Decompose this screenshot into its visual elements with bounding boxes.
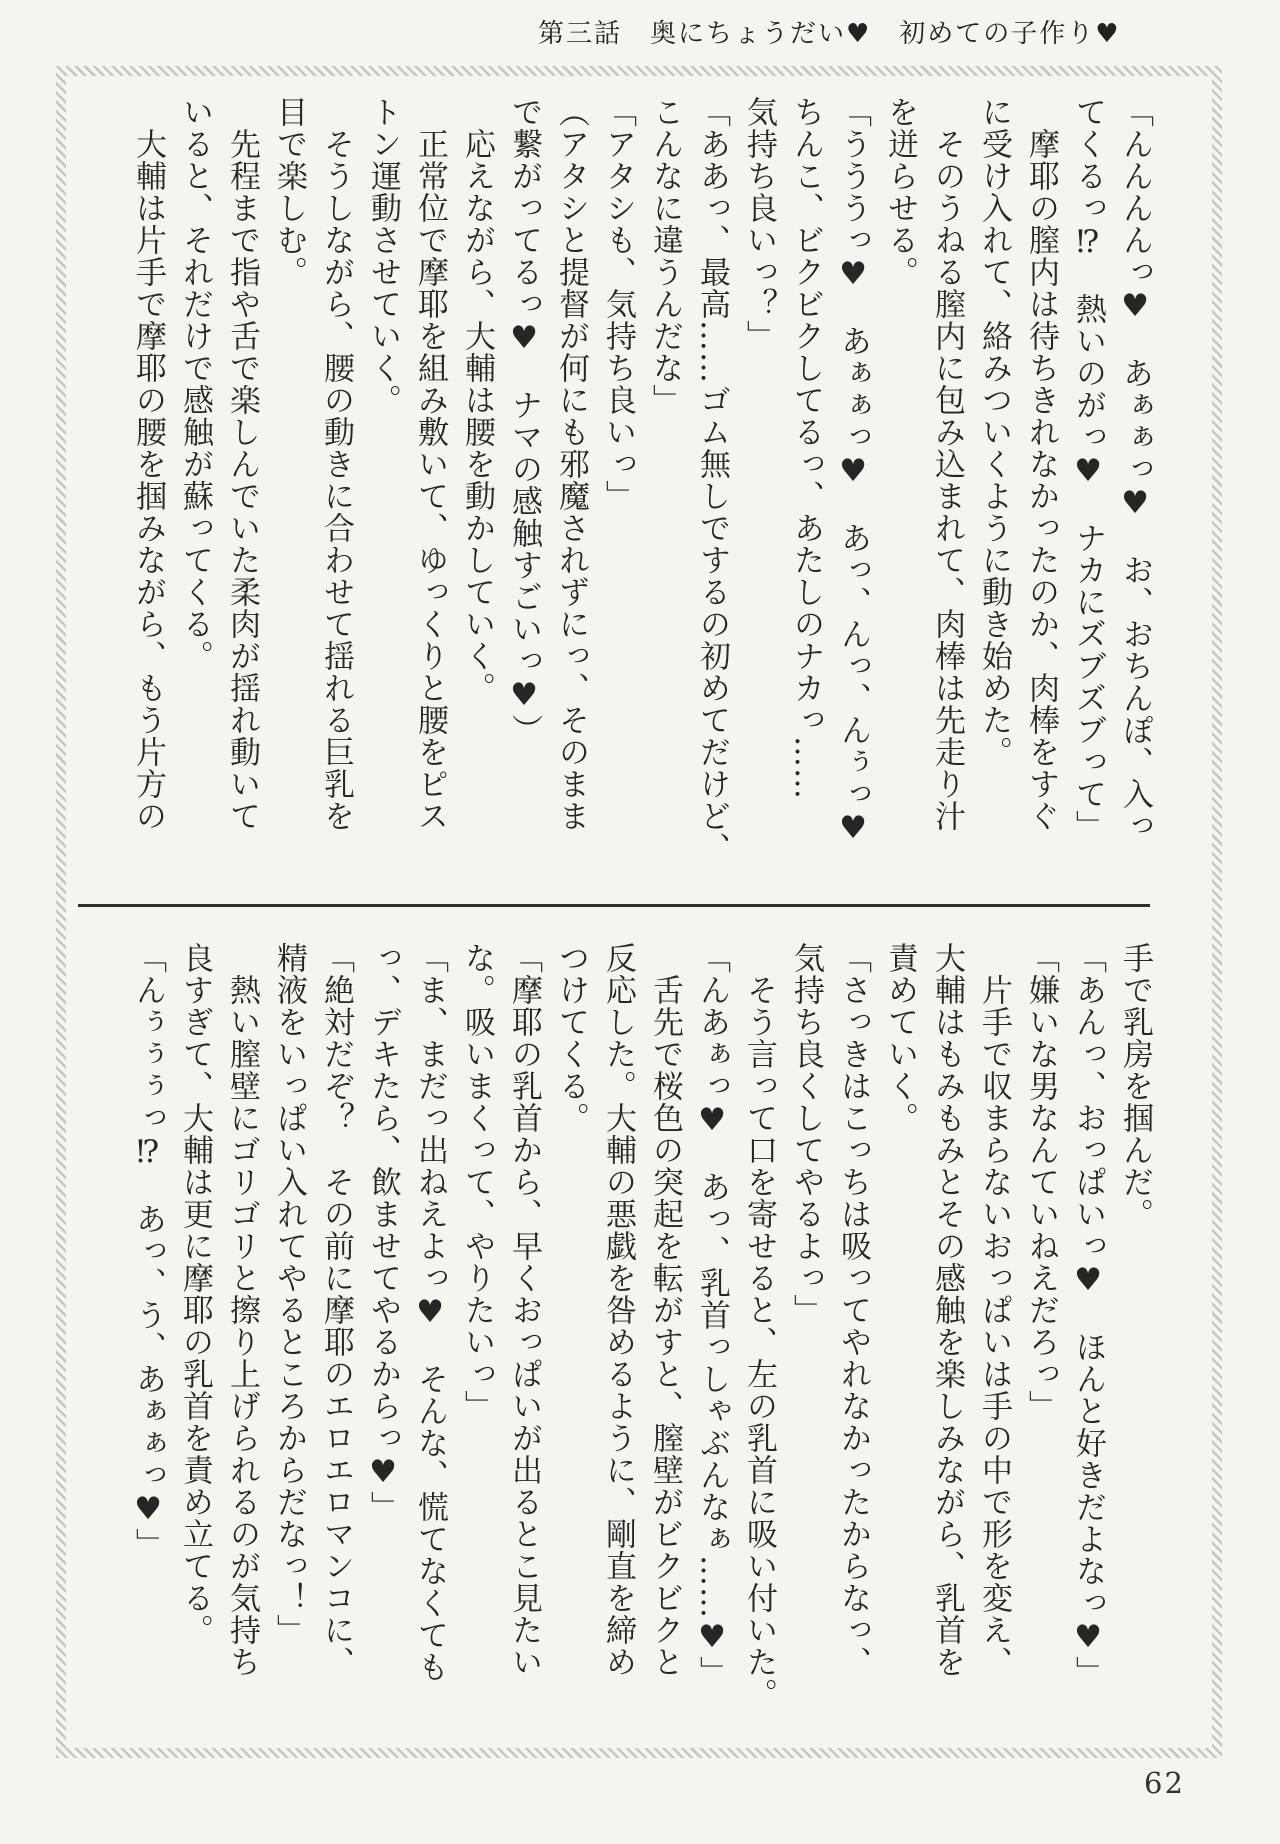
text-line: 「ま、まだっ出ねえよっ♥ そんな、慌てなくても — [412, 942, 448, 1683]
text-line: トン運動させていく。 — [365, 96, 401, 416]
text-line: 「んぅぅぅっ⁉ あっ、う、あぁぁっ♥」 — [130, 942, 166, 1560]
text-line: こんなに違うんだな」 — [647, 96, 683, 416]
text-line: 大輔はもみもみとその感触を楽しみながら、乳首を — [929, 942, 965, 1678]
text-line: 大輔は片手で摩耶の腰を掴みながら、もう片方の — [130, 96, 166, 832]
text-line: 気持ち良いっ？」 — [741, 96, 777, 352]
top-text-block — [96, 96, 1158, 878]
text-line: 精液をいっぱい入れてやるところからだなっ！」 — [271, 942, 307, 1646]
text-line: 摩耶の膣内は待ちきれなかったのか、肉棒をすぐ — [1023, 96, 1059, 832]
text-line: で繋がってるっ♥ ナマの感触すごいっ♥） — [506, 96, 542, 746]
text-line: 「あんっ、おっぱいっ♥ ほんと好きだよなっ♥」 — [1070, 942, 1106, 1688]
text-line: 気持ち良くしてやるよっ」 — [788, 942, 824, 1326]
text-line: いると、それだけで感触が蘇ってくる。 — [177, 96, 213, 672]
text-line: てくるっ⁉ 熱いのがっ♥ ナカにズブズブって」 — [1070, 96, 1106, 842]
text-line: （アタシと提督が何にも邪魔されずにっ、そのまま — [553, 96, 589, 832]
text-line: 「摩耶の乳首から、早くおっぱいが出るとこ見たい — [506, 942, 542, 1678]
text-line: 「ああっ、最高……ゴム無しでするの初めてだけど、 — [694, 96, 730, 864]
text-line: 責めていく。 — [882, 942, 918, 1134]
text-line: 応えながら、大輔は腰を動かしていく。 — [459, 96, 495, 704]
text-line: 「んんんんっ♥ あぁぁっ♥ お、おちんぽ、入っ — [1117, 96, 1153, 842]
text-line: ちんこ、ビクビクしてるっ、あたしのナカっ…… — [788, 96, 824, 800]
text-line: っ、デキたら、飲ませてやるからっ♥」 — [365, 942, 401, 1523]
chapter-header: 第三話 奥にちょうだい♥ 初めての子作り♥ — [538, 19, 1121, 49]
text-line: そうしながら、腰の動きに合わせて揺れる巨乳を — [318, 96, 354, 832]
text-line: を迸らせる。 — [882, 96, 918, 288]
text-line: 「嫌いな男なんていねえだろっ」 — [1023, 942, 1059, 1422]
text-line: そのうねる膣内に包み込まれて、肉棒は先走り汁 — [929, 96, 965, 832]
bottom-text-block — [96, 942, 1158, 1728]
text-line: に受け入れて、絡みついくように動き始めた。 — [976, 96, 1012, 768]
text-line: 「アタシも、気持ち良いっ」 — [600, 96, 636, 512]
text-line: 舌先で桜色の突起を転がすと、膣壁がビクビクと — [647, 942, 683, 1678]
text-line: 目で楽しむ。 — [271, 96, 307, 288]
text-line: 反応した。大輔の悪戯を咎めるように、剛直を締め — [600, 942, 636, 1678]
text-line: 熱い膣壁にゴリゴリと擦り上げられるのが気持ち — [224, 942, 260, 1678]
page-number: 62 — [1144, 1766, 1185, 1800]
text-line: 「んあぁっ♥ あっ、乳首っしゃぶんなぁ……♥」 — [694, 942, 730, 1688]
text-line: 片手で収まらないおっぱいは手の中で形を変え、 — [976, 942, 1012, 1678]
section-divider — [78, 904, 1150, 907]
text-line: 「さっきはこっちは吸ってやれなかったからなっ、 — [835, 942, 871, 1678]
text-line: 先程まで指や舌で楽しんでいた柔肉が揺れ動いて — [224, 96, 260, 832]
text-line: つけてくる。 — [553, 942, 589, 1134]
text-line: そう言って口を寄せると、左の乳首に吸い付いた。 — [741, 942, 777, 1710]
text-line: 良すぎて、大輔は更に摩耶の乳首を責め立てる。 — [177, 942, 213, 1646]
text-line: 「絶対だぞ？ その前に摩耶のエロエロマンコに、 — [318, 942, 354, 1678]
text-line: 手で乳房を掴んだ。 — [1117, 942, 1153, 1230]
text-line: 「うううっ♥ あぁぁっ♥ あっ、んっ、んぅっ♥ — [835, 96, 871, 847]
text-line: 正常位で摩耶を組み敷いて、ゆっくりと腰をピス — [412, 96, 448, 832]
text-line: な。吸いまくって、やりたいっ」 — [459, 942, 495, 1422]
